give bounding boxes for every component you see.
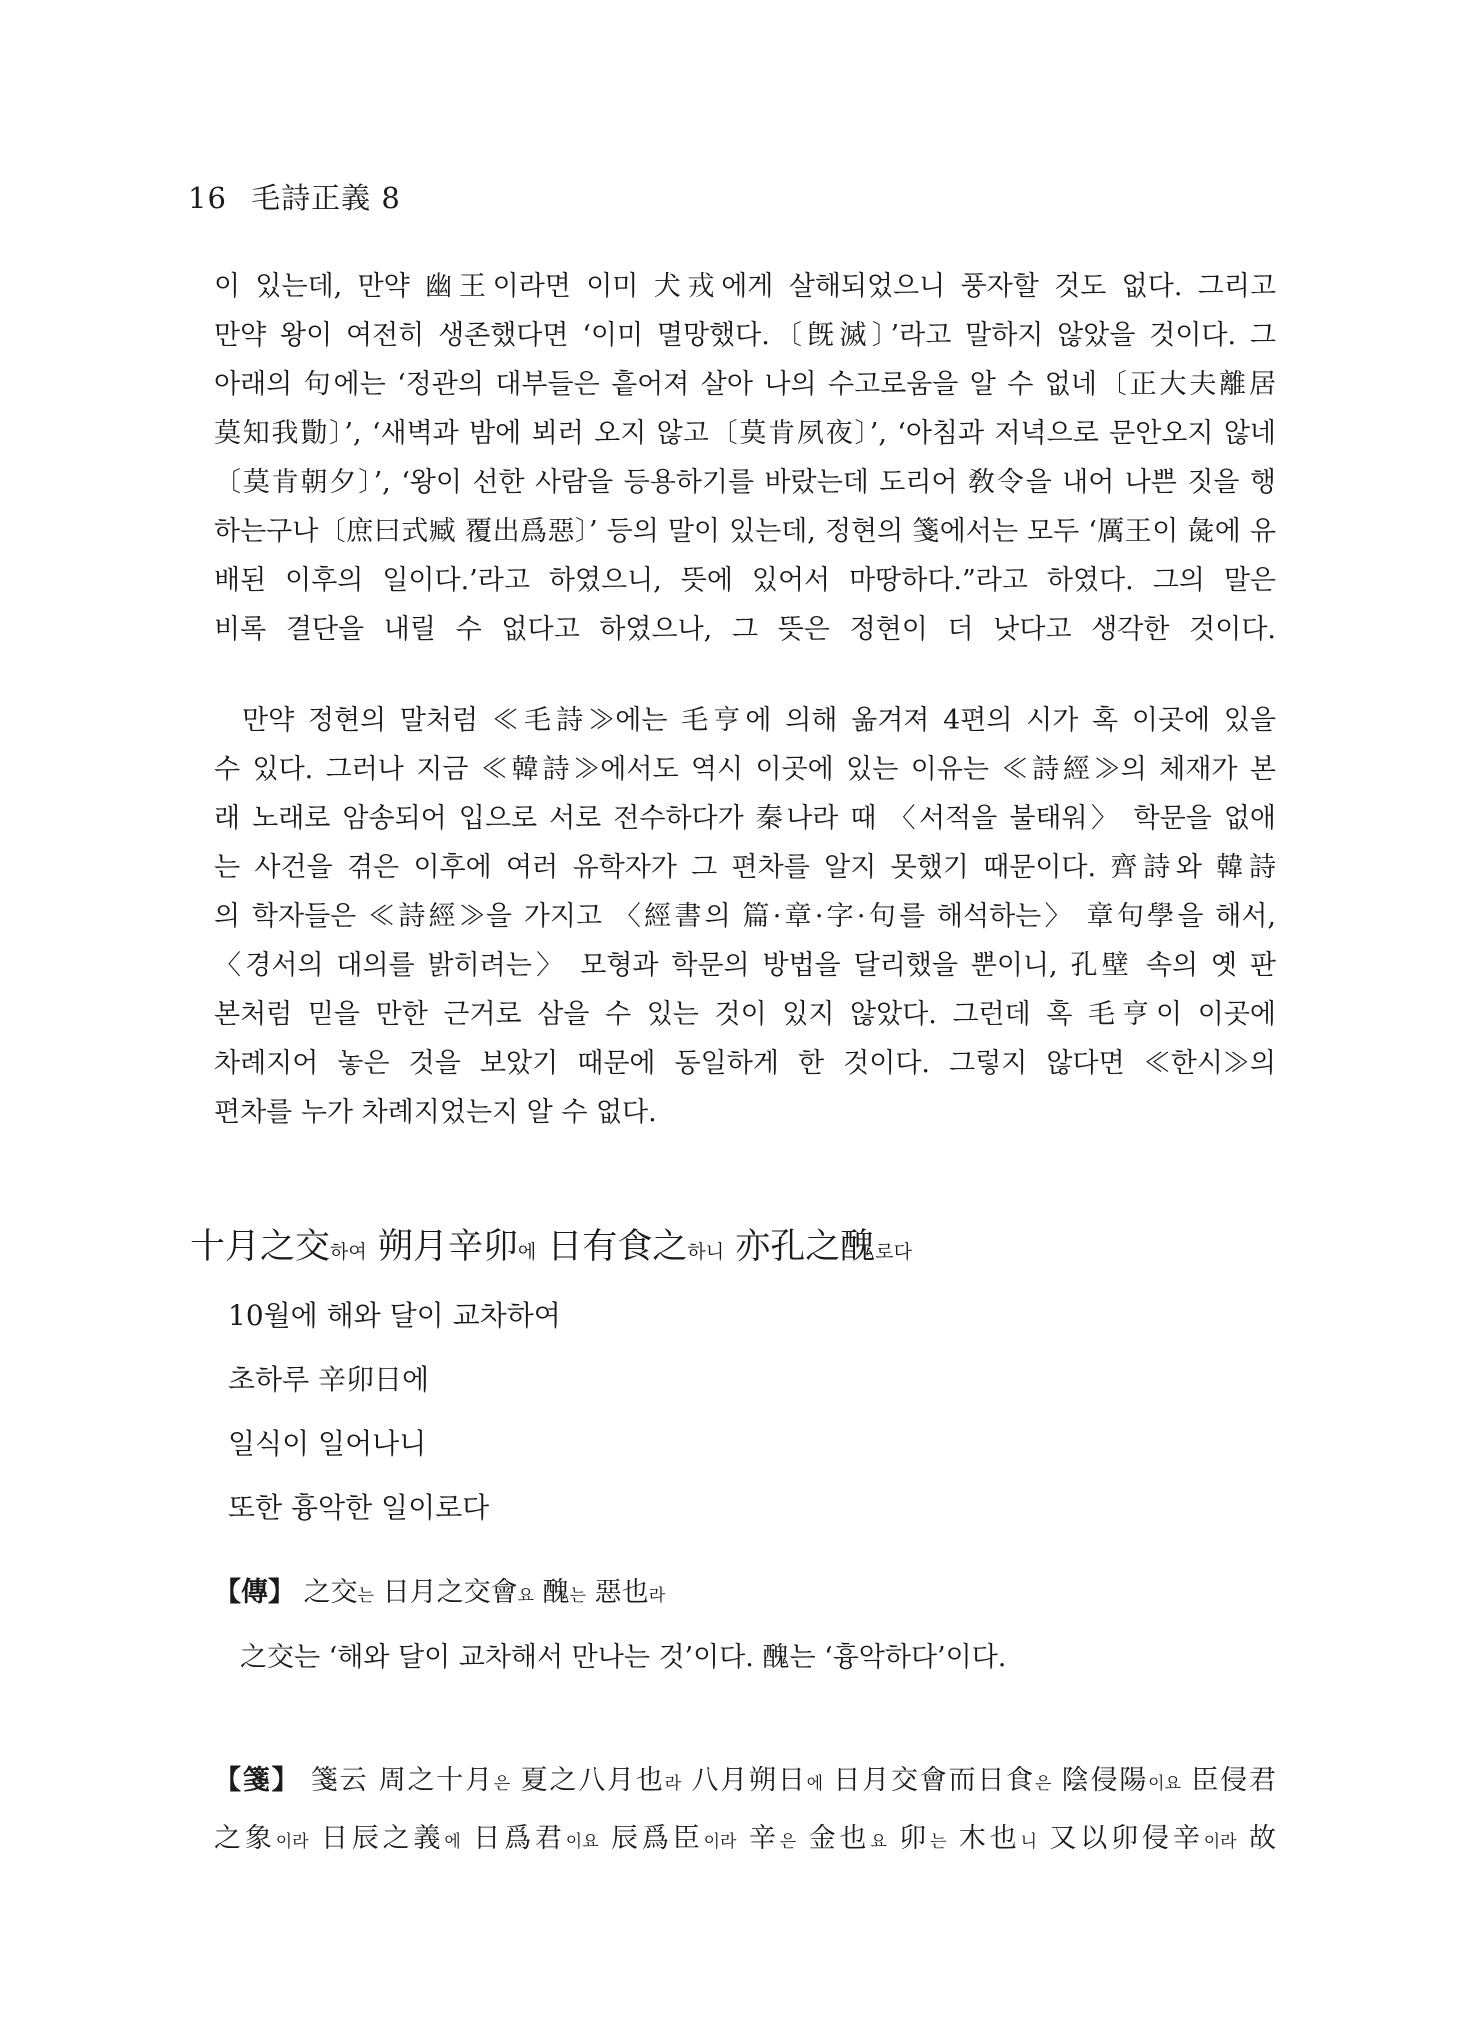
text-line: 본처럼 믿을 만한 근거로 삼을 수 있는 것이 있지 않았다. 그런데 혹 毛亨이 이곳에 (214, 999, 1276, 1030)
verse-particle: 에 (517, 1241, 537, 1263)
commentary-particle: 은 (1034, 1774, 1052, 1794)
commentary-text: 金也 (796, 1823, 871, 1854)
text-line: 하는구나〔庶曰式臧 覆出爲惡〕’ 등의 말이 있는데, 정현의 箋에서는 모두 ‘厲王이 彘에 유 (214, 516, 1276, 547)
commentary-text: 陰侵陽 (1051, 1765, 1149, 1796)
verse-phrase: 朔月辛卯 (366, 1227, 518, 1267)
text-line: 수 있다. 그러나 지금 ≪韓詩≫에서도 역시 이곳에 있는 이유는 ≪詩經≫의 체재가 본 (214, 754, 1276, 785)
paragraph-2 (214, 696, 1276, 1137)
commentary-particle: 요 (870, 1832, 887, 1852)
commentary-particle: 이라 (275, 1832, 309, 1852)
verse-line: 또한 흉악한 일이로다 (228, 1491, 490, 1524)
commentary-text: 夏之八月也 (510, 1765, 665, 1796)
text-line: 〔莫肯朝夕〕’, ‘왕이 선한 사람을 등용하기를 바랐는데 도리어 敎令을 내어 나쁜 짓을 행 (214, 467, 1276, 498)
commentary-particle: 은 (779, 1832, 797, 1852)
verse-particle: 로다 (875, 1241, 912, 1263)
commentary-text: 醜 (534, 1577, 570, 1608)
verse-heading (190, 1222, 912, 1277)
commentary-text: 故 (1236, 1823, 1276, 1854)
text-line: 래 노래로 암송되어 입으로 서로 전수하다가 秦나라 때 〈서적을 불태워〉 학문을 없애 (214, 803, 1276, 834)
commentary-particle: 는 (930, 1832, 947, 1852)
commentary-particle: 은 (493, 1774, 511, 1794)
commentary-text: 箋云 周之十月 (300, 1765, 494, 1796)
text-line: 이 있는데, 만약 幽王이라면 이미 犬戎에게 살해되었으니 풍자할 것도 없다. 그리고 (214, 271, 1276, 302)
verse-phrase: 亦孔之醜 (724, 1227, 876, 1267)
commentary-particle: 는 (357, 1586, 375, 1606)
text-line: 〈경서의 대의를 밝히려는〉 모형과 학문의 방법을 달리했을 뿐이니, 孔壁 속의 옛 판 (214, 950, 1276, 981)
zhuan-label: 【傳】 (214, 1577, 295, 1608)
commentary-text: 之交 (295, 1577, 358, 1608)
verse-translation (228, 1284, 561, 1540)
commentary-text: 又以卯侵辛 (1037, 1823, 1204, 1854)
jian-line (214, 1810, 1276, 1868)
verse-phrase: 十月之交 (190, 1227, 331, 1267)
verse-line: 초하루 辛卯日에 (228, 1363, 430, 1396)
commentary-text: 之象 (214, 1823, 276, 1854)
text-line: 아래의 句에는 ‘정관의 대부들은 흩어져 살아 나의 수고로움을 알 수 없네〔正大夫離居 (214, 369, 1276, 400)
commentary-text: 日爲君 (460, 1823, 566, 1854)
verse-phrase: 日有食之 (536, 1227, 688, 1267)
commentary-particle: 에 (806, 1774, 824, 1794)
text-line: 차례지어 놓은 것을 보았기 때문에 동일하게 한 것이다. 그렇지 않다면 ≪한시≫의 (214, 1048, 1276, 1079)
commentary-particle: 라 (648, 1586, 666, 1606)
text-line: 배된 이후의 일이다.’라고 하였으니, 뜻에 있어서 마땅하다.”라고 하였다. 그의 말은 (214, 565, 1276, 596)
commentary-text: 日月交會而日食 (823, 1765, 1035, 1796)
text-line: 의 학자들은 ≪詩經≫을 가지고 〈經書의 篇·章·字·句를 해석하는〉 章句學을 해서, (214, 901, 1276, 932)
commentary-particle: 는 (569, 1586, 587, 1606)
running-head (188, 176, 401, 217)
verse-line: 일식이 일어나니 (228, 1427, 427, 1460)
commentary-text: 惡也 (586, 1577, 649, 1608)
commentary-particle: 이라 (1203, 1832, 1237, 1852)
commentary-text: 八月朔日 (681, 1765, 807, 1796)
commentary-text: 日辰之義 (308, 1823, 445, 1854)
jian-commentary (214, 1752, 1276, 1868)
commentary-particle: 이라 (703, 1832, 737, 1852)
text-line: 만약 정현의 말처럼 ≪毛詩≫에는 毛亨에 의해 옮겨져 4편의 시가 혹 이곳에 있을 (242, 705, 1276, 736)
paragraph-1 (214, 262, 1276, 654)
jian-label: 【箋】 (214, 1765, 301, 1796)
commentary-particle: 에 (444, 1832, 461, 1852)
commentary-particle: 요 (517, 1586, 535, 1606)
text-line: 만약 왕이 여전히 생존했다면 ‘이미 멸망했다.〔旣滅〕’라고 말하지 않았을 것이다. 그 (214, 320, 1276, 351)
verse-particle: 하여 (330, 1241, 367, 1263)
text-line: 비록 결단을 내릴 수 없다고 하였으나, 그 뜻은 정현이 더 낫다고 생각한 것이다. (214, 614, 1276, 645)
text-line: 편차를 누가 차례지었는지 알 수 없다. (214, 1097, 657, 1128)
commentary-particle: 라 (664, 1774, 682, 1794)
commentary-particle: 니 (1020, 1832, 1038, 1852)
commentary-text: 辰爲臣 (598, 1823, 704, 1854)
jian-line (214, 1752, 1276, 1810)
text-line: 는 사건을 겪은 이후에 여러 유학자가 그 편차를 알지 못했기 때문이다. 齊詩와 韓詩 (214, 852, 1276, 883)
commentary-text: 辛 (736, 1823, 780, 1854)
commentary-text: 木也 (946, 1823, 1021, 1854)
commentary-text: 日月之交會 (374, 1577, 518, 1608)
zhuan-commentary (214, 1573, 665, 1616)
text-line: 莫知我勩〕’, ‘새벽과 밤에 뵈러 오지 않고〔莫肯夙夜〕’, ‘아침과 저녁으로 문안오지 않네 (214, 418, 1276, 449)
commentary-particle: 이요 (565, 1832, 599, 1852)
page-number: 16 (188, 181, 227, 215)
verse-line: 10월에 해와 달이 교차하여 (228, 1299, 561, 1332)
commentary-text: 卯 (886, 1823, 931, 1854)
book-title: 毛詩正義 8 (251, 181, 401, 215)
zhuan-translation: 之交는 ‘해와 달이 교차해서 만나는 것’이다. 醜는 ‘흉악하다’이다. (240, 1642, 1007, 1673)
commentary-particle: 이요 (1148, 1774, 1182, 1794)
commentary-text: 臣侵君 (1181, 1765, 1276, 1796)
verse-particle: 하니 (687, 1241, 725, 1263)
